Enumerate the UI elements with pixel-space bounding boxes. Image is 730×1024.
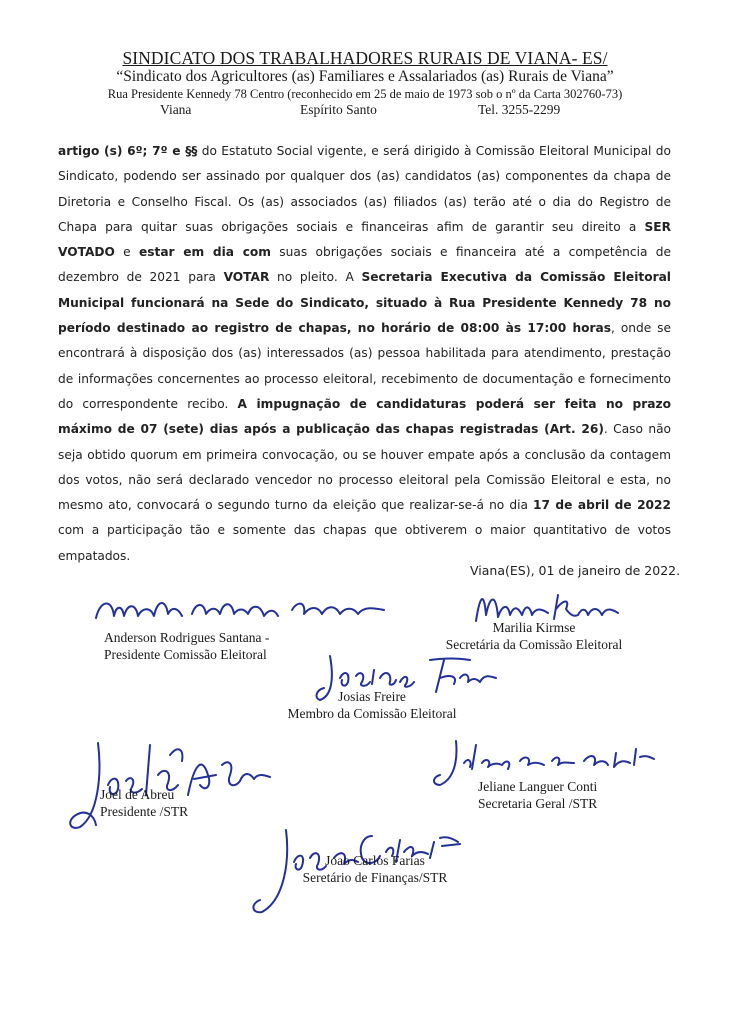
signatory-name: Marilia Kirmse	[492, 620, 576, 635]
signatory-role: Secretária da Comissão Eleitoral	[445, 637, 623, 652]
text: , onde se encontrará à disposição dos (as) interessados (as) pessoa habilitada para atendimento, prestação de informações concernentes ao processo eleitoral, recebimento de documentação e fornecimento do correspondente recibo.	[58, 321, 672, 411]
signatory-anderson	[104, 629, 269, 663]
text: . Caso não seja obtido quorum em primeira convocação, ou se houver empate após a conclusão da contagem dos votos, não será declarado vencedor no processo eleitoral pela Comissão Eleitoral e esta, no mesmo ato, convocará o segundo turno da eleição que realizar-se-á no dia	[58, 422, 671, 513]
union-address: Rua Presidente Kennedy 78 Centro (reconhecido em 25 de maio de 1973 sob o nº da Carta 302760-73)	[107, 87, 623, 101]
union-subtitle: “Sindicato dos Agricultores (as) Familiares e Assalariados (as) Rurais de Viana”	[116, 68, 614, 85]
handwritten-signature-anderson	[92, 588, 392, 628]
signatory-joel	[100, 786, 188, 820]
signatory-role: Presidente Comissão Eleitoral	[104, 647, 267, 662]
letterhead	[0, 48, 730, 120]
signatory-name: Josias Freire	[338, 689, 406, 704]
text-bold: 17 de abril de 2022	[533, 498, 671, 513]
handwritten-signature-joel	[58, 735, 278, 835]
signatory-name: Anderson Rodrigues Santana -	[104, 630, 270, 645]
text: no pleito. A	[269, 270, 362, 285]
text-bold: artigo (s) 6º; 7º e §§	[58, 144, 198, 158]
signatory-jeliane	[478, 778, 597, 812]
text-bold: SER VOTADO	[58, 219, 671, 260]
signatory-role: Presidente /STR	[100, 804, 189, 819]
signatory-role: Membro da Comissão Eleitoral	[287, 706, 457, 721]
signatory-name: Joao Carlos Farias	[325, 853, 425, 868]
union-title: SINDICATO DOS TRABALHADORES RURAIS DE VIANA- ES/	[122, 48, 608, 68]
phone: Tel. 3255-2299	[478, 102, 561, 117]
signatory-name: Joel de Abreu	[100, 787, 175, 802]
state: Espírito Santo	[300, 102, 377, 117]
contact-line	[0, 102, 730, 120]
signatory-role: Seretário de Finanças/STR	[302, 870, 448, 885]
text-bold: A impugnação de candidaturas poderá ser feita no prazo máximo de 07 (sete) dias após a publicação das chapas registradas (Art. 26)	[58, 396, 671, 437]
text: com a participação tão e somente das chapas que obtiverem o maior quantitativo de votos empatados.	[58, 523, 671, 563]
signatory-joao-carlos	[280, 852, 470, 886]
text-bold: VOTAR	[223, 270, 270, 285]
text: suas obrigações sociais e financeira até a competência de dezembro de 2021 para	[58, 245, 671, 285]
text-bold: Secretaria Executiva da Comissão Eleitoral Municipal funcionará na Sede do Sindicato, situado à Rua Presidente Kennedy 78 no período destinado ao registro de chapas, no horário de 08:00 às 17:00 horas	[58, 270, 671, 336]
signatory-josias	[262, 688, 482, 722]
text: do Estatuto Social vigente, e será dirigido à Comissão Eleitoral Municipal do Sindicato, podendo ser assinado por qualquer dos (as) candidatos (as) componentes da chapa de Diretoria e Conselho Fiscal. Os (as) associados (as) filiados (as) terão até o dia do Registro de Chapa para quitar suas obrigações sociais e financeiras afim de garantir seu direito a	[58, 144, 671, 234]
text: e	[114, 245, 139, 260]
signatory-name: Jeliane Languer Conti	[478, 779, 598, 794]
text-bold: estar em dia com	[138, 245, 271, 260]
signatory-role: Secretaria Geral /STR	[478, 796, 598, 811]
date-line: Viana(ES), 01 de janeiro de 2022.	[470, 563, 681, 578]
notice-body	[58, 139, 671, 569]
city: Viana	[160, 102, 192, 117]
